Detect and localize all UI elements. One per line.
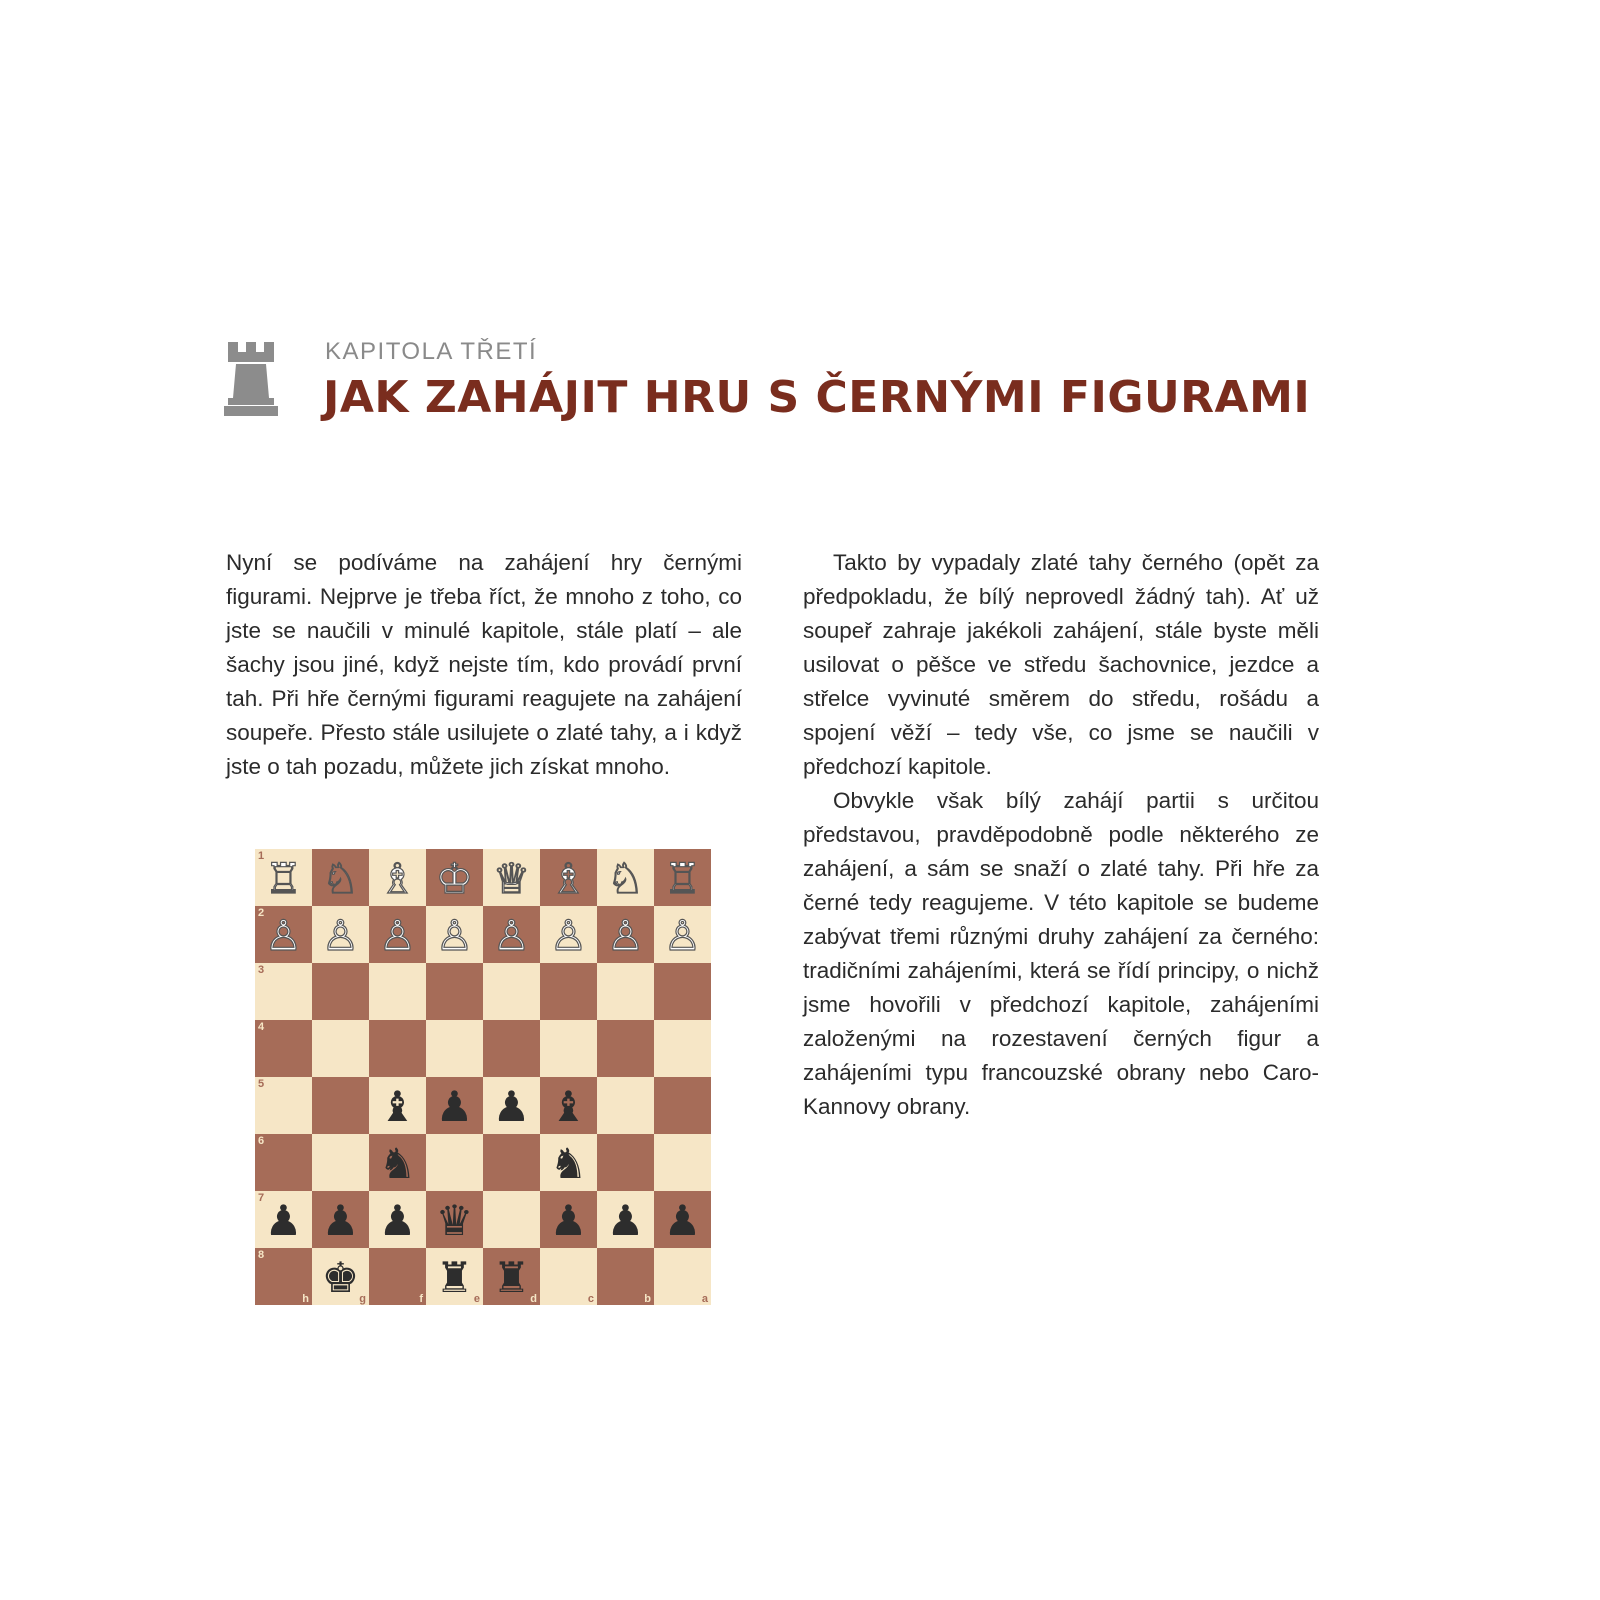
board-square (654, 1191, 711, 1248)
board-square (312, 1134, 369, 1191)
board-square (255, 1134, 312, 1191)
black-pawn-icon: ♟ (264, 1195, 303, 1245)
rook-icon (224, 342, 278, 416)
board-square (597, 1020, 654, 1077)
white-knight-icon: ♘ (321, 853, 360, 903)
black-king-icon: ♚ (321, 1252, 360, 1302)
file-label: b (644, 1293, 651, 1305)
black-pawn-icon: ♟ (663, 1195, 702, 1245)
white-bishop-icon: ♗ (378, 853, 417, 903)
board-square (483, 1134, 540, 1191)
board-square (483, 1248, 540, 1305)
board-square (597, 1134, 654, 1191)
board-square (369, 1191, 426, 1248)
black-pawn-icon: ♟ (492, 1081, 531, 1131)
file-label: e (473, 1293, 480, 1305)
left-column (226, 546, 742, 784)
board-square (426, 1248, 483, 1305)
file-label: a (701, 1293, 708, 1305)
board-square (597, 1191, 654, 1248)
black-knight-icon: ♞ (549, 1138, 588, 1188)
white-king-icon: ♔ (435, 853, 474, 903)
board-square (597, 963, 654, 1020)
rank-label: 2 (258, 907, 265, 919)
white-queen-icon: ♕ (492, 853, 531, 903)
black-pawn-icon: ♟ (378, 1195, 417, 1245)
rank-label: 4 (258, 1021, 265, 1033)
board-square (540, 1191, 597, 1248)
board-square (540, 1248, 597, 1305)
right-paragraph-2: Obvykle však bílý zahájí partii s určitou představou, pravděpodobně podle některého ze zahájení, a sám se snaží o zlaté tahy. Při hře za černé tedy reagujeme. V této kapitole se budeme zabývat třemi různými druhy zahájení za černého: tradičními zahájeními, která se řídí principy, o nichž jsme hovořili v předchozí kapitole, zahájeními založenými na rozestavení černých figur a zahájeními typu francouzské obrany nebo Caro-Kannovy obrany. (803, 788, 1319, 1119)
board-square (483, 1077, 540, 1134)
chapter-title: JAK ZAHÁJIT HRU S ČERNÝMI FIGURAMI (323, 372, 1311, 423)
right-column (803, 546, 1319, 1124)
board-square (426, 849, 483, 906)
white-bishop-icon: ♗ (549, 853, 588, 903)
white-pawn-icon: ♙ (663, 910, 702, 960)
white-knight-icon: ♘ (606, 853, 645, 903)
board-square (483, 1020, 540, 1077)
board-square (483, 906, 540, 963)
board-square (654, 1248, 711, 1305)
file-label: g (359, 1293, 366, 1305)
file-label: d (530, 1293, 537, 1305)
white-pawn-icon: ♙ (264, 910, 303, 960)
black-rook-icon: ♜ (435, 1252, 474, 1302)
board-square (255, 1020, 312, 1077)
board-square (369, 1020, 426, 1077)
board-square (654, 849, 711, 906)
board-square (597, 849, 654, 906)
white-rook-icon: ♖ (663, 853, 702, 903)
board-square (540, 1134, 597, 1191)
black-pawn-icon: ♟ (321, 1195, 360, 1245)
board-square (540, 1020, 597, 1077)
black-knight-icon: ♞ (378, 1138, 417, 1188)
board-square (369, 1077, 426, 1134)
board-square (312, 1191, 369, 1248)
board-square (312, 1020, 369, 1077)
white-rook-icon: ♖ (264, 853, 303, 903)
black-queen-icon: ♛ (435, 1195, 474, 1245)
board-square (426, 1020, 483, 1077)
right-paragraph-1: Takto by vypadaly zlaté tahy černého (opět za předpokladu, že bílý neprovedl žádný tah). Ať už soupeř zahraje jakékoli zahájení, stále byste měli usilovat o pěšce ve středu šachovnice, jezdce a střelce vyvinuté směrem do středu, rošádu a spojení věží – tedy vše, co jsme se naučili v předchozí kapitole. (803, 550, 1319, 779)
board-square (426, 963, 483, 1020)
black-bishop-icon: ♝ (549, 1081, 588, 1131)
file-label: h (302, 1293, 309, 1305)
rank-label: 7 (258, 1192, 265, 1204)
board-square (312, 1077, 369, 1134)
board-square (597, 1248, 654, 1305)
black-pawn-icon: ♟ (606, 1195, 645, 1245)
board-square (255, 1191, 312, 1248)
white-pawn-icon: ♙ (435, 910, 474, 960)
board-square (483, 1191, 540, 1248)
board-square (369, 963, 426, 1020)
board-square (540, 849, 597, 906)
board-square (654, 963, 711, 1020)
board-square (369, 1134, 426, 1191)
white-pawn-icon: ♙ (606, 910, 645, 960)
file-label: f (419, 1293, 423, 1305)
board-square (426, 906, 483, 963)
left-paragraph-1: Nyní se podíváme na zahájení hry černými figurami. Nejprve je třeba říct, že mnoho z toho, co jste se naučili v minulé kapitole, stále platí – ale šachy jsou jiné, když nejste tím, kdo provádí první tah. Při hře černými figurami reagujete na zahájení soupeře. Přesto stále usilujete o zlaté tahy, a i když jste o tah pozadu, můžete jich získat mnoho. (226, 550, 742, 779)
board-square (369, 849, 426, 906)
black-bishop-icon: ♝ (378, 1081, 417, 1131)
rank-label: 3 (258, 964, 265, 976)
rank-label: 1 (258, 850, 265, 862)
board-square (540, 1077, 597, 1134)
chess-board (255, 849, 711, 1305)
board-square (483, 963, 540, 1020)
board-square (426, 1134, 483, 1191)
white-pawn-icon: ♙ (492, 910, 531, 960)
board-square (312, 849, 369, 906)
rank-label: 5 (258, 1078, 265, 1090)
rank-label: 8 (258, 1249, 265, 1261)
white-pawn-icon: ♙ (321, 910, 360, 960)
board-square (540, 963, 597, 1020)
white-pawn-icon: ♙ (378, 910, 417, 960)
board-square (654, 1020, 711, 1077)
board-square (426, 1077, 483, 1134)
white-pawn-icon: ♙ (549, 910, 588, 960)
board-square (255, 963, 312, 1020)
black-pawn-icon: ♟ (435, 1081, 474, 1131)
board-square (312, 963, 369, 1020)
board-square (654, 906, 711, 963)
rank-label: 6 (258, 1135, 265, 1147)
chapter-label: KAPITOLA TŘETÍ (325, 338, 538, 365)
black-pawn-icon: ♟ (549, 1195, 588, 1245)
black-rook-icon: ♜ (492, 1252, 531, 1302)
board-square (540, 906, 597, 963)
board-square (369, 906, 426, 963)
board-square (654, 1134, 711, 1191)
board-square (483, 849, 540, 906)
board-square (255, 1248, 312, 1305)
board-square (255, 1077, 312, 1134)
board-square (654, 1077, 711, 1134)
board-square (426, 1191, 483, 1248)
board-square (255, 906, 312, 963)
file-label: c (587, 1293, 594, 1305)
board-square (312, 1248, 369, 1305)
board-square (597, 906, 654, 963)
board-square (312, 906, 369, 963)
board-square (597, 1077, 654, 1134)
board-square (255, 849, 312, 906)
board-square (369, 1248, 426, 1305)
